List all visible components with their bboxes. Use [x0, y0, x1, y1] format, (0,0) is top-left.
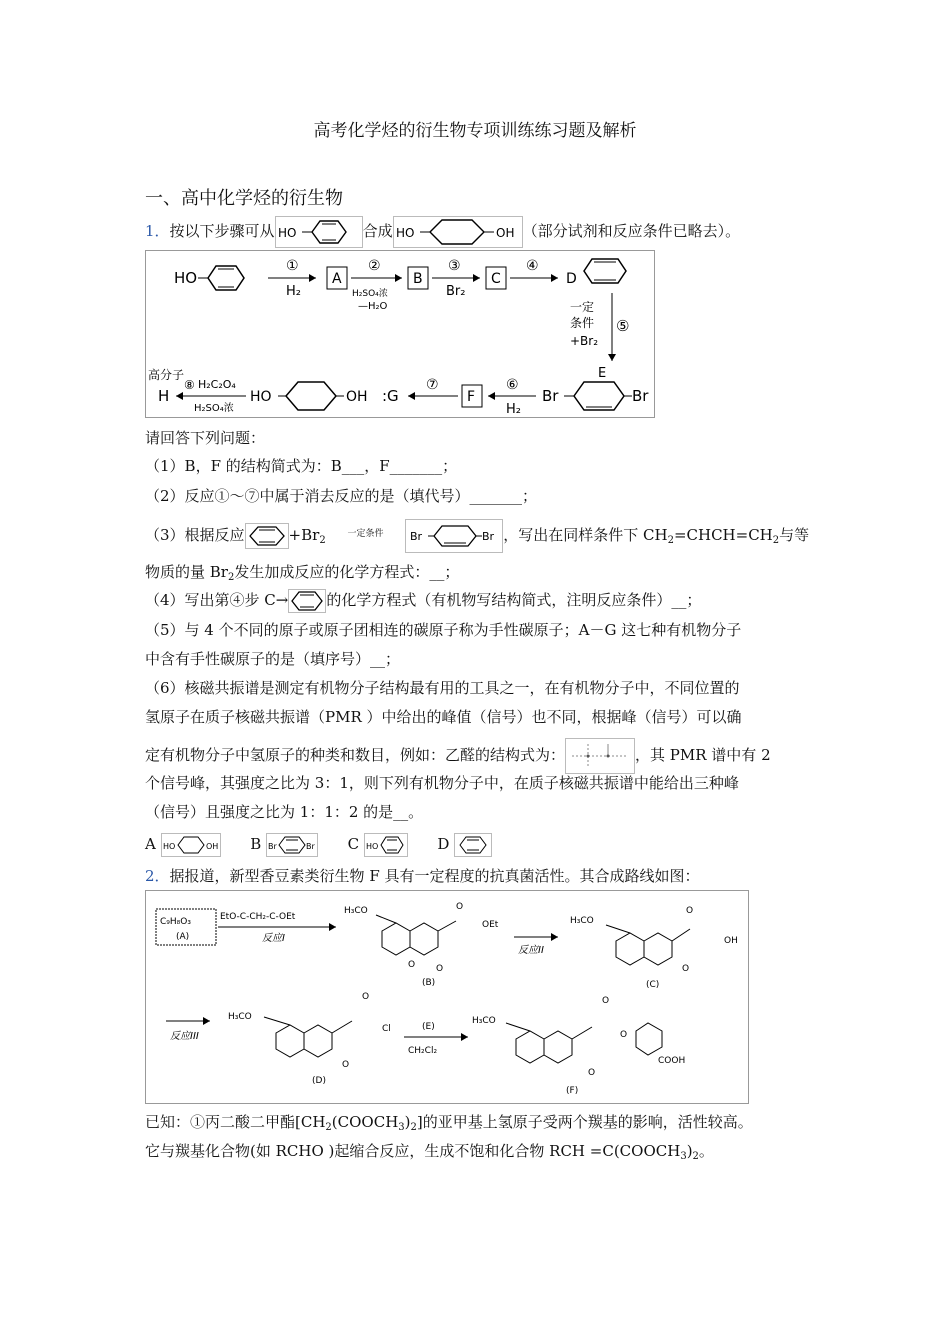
q1-part-4: （4）写出第④步 C→ 的化学方程式（有机物写结构简式，注明反应条件）__； — [145, 588, 701, 613]
q1-part-2: （2）反应①～⑦中属于消去反应的是（填代号）_______； — [145, 487, 538, 505]
svg-text:HO: HO — [365, 842, 379, 851]
q1-part-6a: （6）核磁共振谱是测定有机物分子结构最有用的工具之一，在有机物分子中，不同位置的 — [145, 679, 740, 697]
svg-text:⑧: ⑧ — [184, 378, 195, 392]
q1-part-3-cont: 物质的量 $Br_2$发生加成反应的化学方程式：__； — [145, 563, 460, 583]
svg-text:—H₂O: —H₂O — [358, 301, 388, 312]
svg-text:高分子: 高分子 — [148, 368, 185, 382]
svg-text:O: O — [682, 964, 690, 974]
svg-text:OEt: OEt — [482, 920, 499, 930]
svg-text:(F): (F) — [566, 1086, 579, 1096]
svg-text:Br: Br — [306, 842, 315, 851]
svg-text:Br: Br — [542, 387, 559, 405]
q1-intro: 1．按以下步骤可从 HO 合成 HO OH （部分试剂和反应条件已略去）。 — [145, 216, 740, 248]
question-number: 2． — [145, 867, 170, 885]
dibromocyclohexene-icon — [405, 519, 503, 553]
option-a-label: A — [145, 835, 156, 853]
q1-ask: 请回答下列问题： — [145, 429, 266, 447]
svg-text:(C): (C) — [646, 980, 660, 990]
q1-part-6c: 定有机物分子中氢原子的种类和数目，例如：乙醛的结构式为： ，其 PMR 谱中有 2 — [145, 738, 771, 774]
svg-text:(A): (A) — [176, 932, 190, 942]
svg-text:+Br₂: +Br₂ — [570, 334, 599, 348]
q1-options — [145, 832, 492, 857]
svg-text:④: ④ — [526, 258, 539, 274]
q1-part-1: （1）B，F 的结构简式为：B___，F_______； — [145, 457, 458, 475]
reaction-scheme-2 — [145, 890, 749, 1104]
cyclohexadiene-ring — [584, 259, 626, 283]
svg-text:②: ② — [368, 258, 381, 274]
q1-part-6b: 氢原子在质子核磁共振谱（PMR ）中给出的峰值（信号）也不同，根据峰（信号）可以确 — [145, 708, 742, 726]
svg-text:H₂: H₂ — [286, 284, 301, 299]
diol-structure — [393, 216, 523, 248]
svg-text:OH: OH — [205, 842, 218, 851]
svg-text:⑥: ⑥ — [506, 377, 519, 393]
svg-text:O: O — [436, 964, 444, 974]
svg-text:CH₂Cl₂: CH₂Cl₂ — [408, 1046, 438, 1056]
q1-part-6e: 个信号峰，其强度之比为 3：1，则下列有机物分子中，在质子核磁共振谱中能给出三种峰 — [145, 774, 739, 792]
svg-text:一定: 一定 — [570, 300, 595, 314]
svg-text:H₃CO: H₃CO — [344, 906, 368, 916]
option-a-structure — [161, 833, 221, 857]
compound-b — [344, 902, 499, 988]
compound-c — [570, 906, 738, 990]
svg-text:(E): (E) — [422, 1022, 435, 1032]
svg-text:(D): (D) — [312, 1076, 326, 1086]
question-number: 1． — [145, 222, 170, 240]
option-b-structure — [266, 833, 318, 857]
svg-text:反应II: 反应II — [518, 945, 544, 956]
compound-f — [472, 996, 685, 1096]
start-ho: HO — [174, 269, 198, 287]
benzene-ring — [208, 266, 244, 290]
svg-text:OH: OH — [724, 936, 738, 946]
q1-part-5b: 中含有手性碳原子的是（填序号）__； — [145, 650, 401, 668]
page-title: 高考化学烃的衍生物专项训练练习题及解析 — [313, 121, 637, 141]
q1-part-5a: （5）与 4 个不同的原子或原子团相连的碳原子称为手性碳原子；A－G 这七种有机物分子 — [145, 621, 742, 639]
svg-text:H₂: H₂ — [506, 402, 521, 417]
svg-text:O: O — [588, 1068, 596, 1078]
option-b-label: B — [250, 835, 262, 853]
svg-text:反应III: 反应III — [170, 1031, 199, 1042]
svg-text:HO: HO — [277, 226, 297, 240]
option-d-label: D — [437, 835, 450, 853]
svg-text:H₂SO₄浓: H₂SO₄浓 — [352, 289, 388, 299]
svg-text:O: O — [342, 1060, 350, 1070]
reaction-scheme-1 — [145, 250, 655, 418]
svg-text:OH: OH — [346, 389, 368, 405]
cyclohexadiene-icon — [245, 523, 289, 549]
svg-text:HO: HO — [162, 842, 175, 851]
svg-text:EtO-C-CH₂-C-OEt: EtO-C-CH₂-C-OEt — [220, 912, 296, 922]
svg-text:条件: 条件 — [570, 316, 595, 330]
acetaldehyde-structure-icon — [565, 738, 635, 774]
option-c-structure — [364, 833, 408, 857]
option-c-label: C — [347, 835, 360, 853]
svg-text:H₃CO: H₃CO — [228, 1012, 252, 1022]
svg-text:O: O — [620, 1030, 628, 1040]
svg-text::G: :G — [382, 387, 399, 405]
svg-text:③: ③ — [448, 258, 461, 274]
svg-text:Br: Br — [410, 530, 423, 543]
svg-text:O: O — [456, 902, 464, 912]
svg-text:反应I: 反应I — [262, 933, 285, 944]
svg-text:⑤: ⑤ — [616, 317, 630, 335]
q2-known-1: 已知：①丙二酸二甲酯$[CH_2(COOCH_3)_2]$的亚甲基上氢原子受两个羰基的影响，活性较高。 — [145, 1113, 753, 1133]
q1-part-6f: （信号）且强度之比为 1：1：2 的是__。 — [145, 803, 424, 821]
svg-text:Br: Br — [268, 842, 277, 851]
compound-a: C₉H₈O₃ — [160, 917, 191, 927]
svg-text:①: ① — [286, 258, 299, 274]
option-d-structure — [454, 833, 492, 857]
svg-text:H₃CO: H₃CO — [472, 1016, 496, 1026]
compound-d — [228, 992, 391, 1086]
box-a: A — [332, 271, 342, 287]
svg-text:COOH: COOH — [658, 1056, 686, 1066]
cyclohexadiene-icon — [288, 589, 326, 613]
svg-text:O: O — [602, 996, 610, 1006]
label-d: D — [566, 271, 577, 287]
svg-text:Br: Br — [482, 530, 495, 543]
svg-text:Br: Br — [632, 387, 649, 405]
svg-text:HO: HO — [250, 389, 272, 405]
svg-text:H₃CO: H₃CO — [570, 916, 594, 926]
svg-text:O: O — [686, 906, 694, 916]
svg-text:HO: HO — [395, 226, 415, 240]
q2-known-2: 它与羰基化合物(如 RCHO )起缩合反应，生成不饱和化合物 RCH $=C(COOCH_3)_2$。 — [145, 1142, 714, 1162]
label-e: E — [598, 366, 607, 381]
box-f: F — [467, 389, 476, 405]
svg-text:Br₂: Br₂ — [446, 284, 466, 299]
svg-text:O: O — [362, 992, 370, 1002]
svg-text:OH: OH — [495, 226, 515, 240]
box-c: C — [491, 271, 501, 287]
section-heading: 一、高中化学烃的衍生物 — [145, 188, 343, 209]
svg-text:(B): (B) — [422, 978, 436, 988]
svg-text:H: H — [158, 387, 170, 405]
svg-text:Cl: Cl — [382, 1024, 391, 1034]
svg-text:O: O — [408, 960, 416, 970]
svg-text:⑦: ⑦ — [426, 377, 439, 393]
phenol-structure — [275, 216, 363, 248]
svg-text:H₂SO₄浓: H₂SO₄浓 — [194, 403, 234, 414]
box-b: B — [413, 271, 423, 287]
q2-intro: 2．据报道，新型香豆素类衍生物 F 具有一定程度的抗真菌活性。其合成路线如图： — [145, 867, 700, 885]
svg-text:H₂C₂O₄: H₂C₂O₄ — [198, 378, 236, 391]
q1-part-3: （3）根据反应 $+Br_2$ 一定条件 Br Br ，写出在同样条件下 $CH_2=CHCH=CH_2$与等 — [145, 519, 809, 553]
